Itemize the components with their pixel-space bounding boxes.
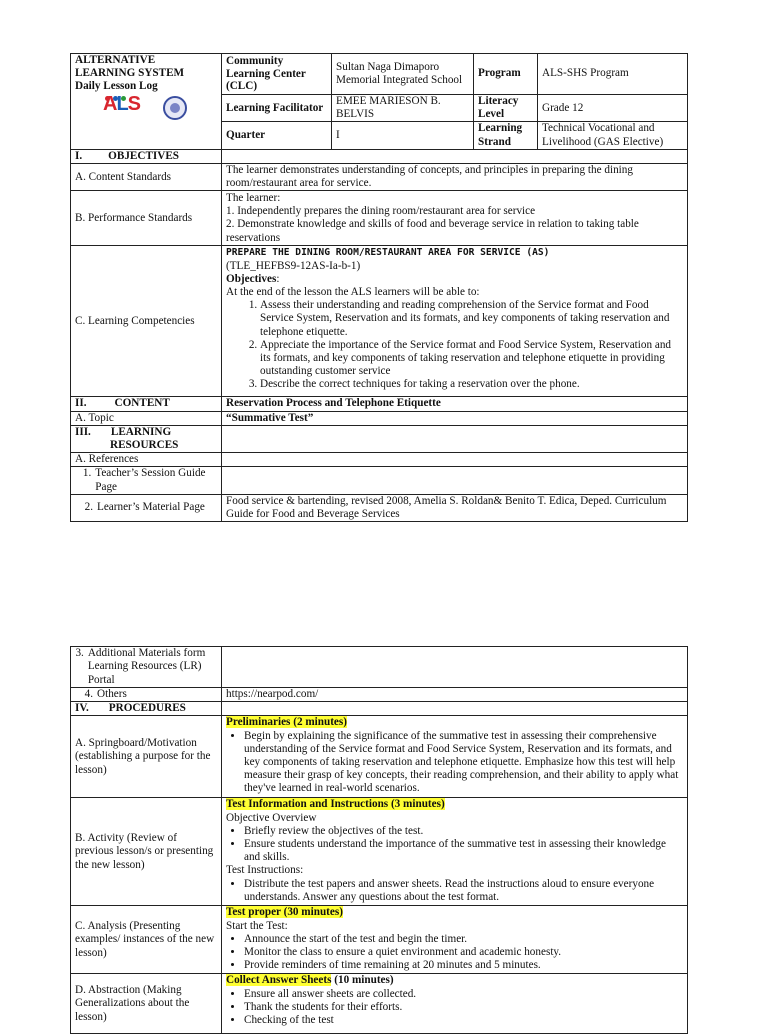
performance-standards-cell xyxy=(222,191,688,246)
topic-value: “Summative Test” xyxy=(222,411,688,425)
program-label: Program xyxy=(474,54,538,95)
resources-heading-blank xyxy=(222,425,688,452)
content-standards-text: The learner demonstrates understanding of concepts, and principles in preparing the dining room/restaurant area for service. xyxy=(222,164,688,191)
strand-label: Learning Strand xyxy=(474,122,538,149)
references-blank xyxy=(222,453,688,467)
analysis-item-1: • Announce the start of the test and begin the timer. xyxy=(244,933,683,946)
topic-label: A. Topic xyxy=(71,411,222,425)
references-label: A. References xyxy=(71,453,222,467)
activity-title: Test Information and Instructions (3 minutes) xyxy=(226,798,445,811)
resources-title-2: RESOURCES xyxy=(110,439,179,452)
springboard-label: A. Springboard/Motivation (establishing a purpose for the lesson) xyxy=(71,716,222,798)
springboard-item-1: • Begin by explaining the significance of the summative test in assessing their comprehensive understanding of the Service format and Food Service System, Reservation and its formats, and key components of taking reservation and telephone etiquette. Emphasize how this test will help measure their grasp of key concepts, their reading comprehension, and their ability to apply what they've learned in real-world scenarios. xyxy=(244,730,683,796)
tg-num: 1. xyxy=(82,467,92,480)
performance-item-1: 1. Independently prepares the dining room/restaurant area for service xyxy=(226,205,536,218)
lm-num: 2. xyxy=(84,501,93,514)
resources-num: III. xyxy=(75,425,91,438)
objectives-num: I. xyxy=(75,149,83,162)
lesson-log-table-top xyxy=(70,53,688,522)
facilitator-value: EMEE MARIESON B. BELVIS xyxy=(332,95,474,122)
tg-label: Teacher’s Session Guide Page xyxy=(95,467,206,493)
procedures-title: PROCEDURES xyxy=(108,702,186,715)
add-label: Additional Materials form Learning Resources (LR) Portal xyxy=(87,647,206,686)
others-num: 4. xyxy=(84,688,93,700)
title-line-3: Daily Lesson Log xyxy=(75,80,158,93)
activity-item-2: • Ensure students understand the importance of the summative test in assessing their knowledge and skills. xyxy=(244,838,683,864)
competency-objectives-label: Objectives xyxy=(226,272,277,285)
competency-objectives-intro: At the end of the lesson the ALS learners will be able to: xyxy=(226,286,480,299)
teacher-guide-label-cell xyxy=(71,467,222,494)
lesson-log-table-bottom xyxy=(70,646,688,1034)
abstraction-item-3: • Checking of the test xyxy=(244,1014,683,1027)
analysis-title: Test proper (30 minutes) xyxy=(226,906,343,919)
learner-material-label-cell xyxy=(71,494,222,521)
additional-materials-label-cell xyxy=(71,647,222,688)
als-logo: ALS xyxy=(103,92,141,115)
competency-item-3: 3. Describe the correct techniques for taking a reservation over the phone. xyxy=(260,378,683,391)
program-value: ALS-SHS Program xyxy=(538,54,688,95)
abstraction-title-suffix: (10 minutes) xyxy=(331,974,394,987)
title-line-1: ALTERNATIVE xyxy=(75,54,156,66)
strand-value: Technical Vocational and Livelihood (GAS Elective) xyxy=(538,122,688,149)
activity-sub-2: Test Instructions: xyxy=(226,864,304,877)
procedures-num: IV. xyxy=(75,702,89,715)
competency-title: PREPARE THE DINING ROOM/RESTAURANT AREA FOR SERVICE (AS) xyxy=(226,247,550,259)
logos xyxy=(75,94,217,124)
additional-materials-blank xyxy=(222,647,688,688)
springboard-cell xyxy=(222,716,688,798)
analysis-item-3: • Provide reminders of time remaining at 20 minutes and 5 minutes. xyxy=(244,959,683,972)
learning-competencies-label: C. Learning Competencies xyxy=(71,246,222,397)
performance-intro: The learner: xyxy=(226,192,281,205)
abstraction-title: Collect Answer Sheets xyxy=(226,974,332,987)
springboard-title: Preliminaries (2 minutes) xyxy=(226,716,347,729)
deped-seal-icon xyxy=(163,96,187,120)
objectives-title: OBJECTIVES xyxy=(108,149,180,162)
analysis-sub: Start the Test: xyxy=(226,919,288,932)
learner-material-value: Food service & bartending, revised 2008, Amelia S. Roldan& Benito T. Edica, Deped. Curriculum Guide for Food and Beverage Services xyxy=(222,494,688,521)
activity-item-1: • Briefly review the objectives of the test. xyxy=(244,825,683,838)
content-num: II. xyxy=(75,397,87,410)
others-label-cell xyxy=(71,688,222,702)
others-value[interactable]: https://nearpod.com/ xyxy=(222,688,688,702)
lm-label: Learner’s Material Page xyxy=(97,501,205,514)
procedures-heading xyxy=(71,702,222,716)
objectives-heading xyxy=(71,149,222,163)
facilitator-label: Learning Facilitator xyxy=(222,95,332,122)
clc-value: Sultan Naga Dimaporo Memorial Integrated School xyxy=(332,54,474,95)
analysis-label: C. Analysis (Presenting examples/ instances of the new lesson) xyxy=(71,906,222,974)
resources-title-1: LEARNING xyxy=(110,425,172,438)
objectives-heading-blank xyxy=(222,149,688,163)
others-label: Others xyxy=(97,688,127,700)
competency-item-1: 1. Assess their understanding and reading comprehension of the Service format and Food Service System, Reservation and its formats, and key components of taking reservation and telephone etiquette. xyxy=(260,299,683,339)
abstraction-item-2: • Thank the students for their efforts. xyxy=(244,1001,683,1014)
abstraction-cell xyxy=(222,974,688,1034)
add-num: 3. xyxy=(75,647,84,660)
quarter-label: Quarter xyxy=(222,122,332,149)
competency-item-2: 2. Appreciate the importance of the Service format and Food Service System, Reservation and its formats, and key components of taking reservation and telephone etiquette in providing outstanding customer service xyxy=(260,339,683,379)
procedures-heading-blank xyxy=(222,702,688,716)
content-value: Reservation Process and Telephone Etiquette xyxy=(222,397,688,411)
performance-item-2: 2. Demonstrate knowledge and skills of food and beverage service in relation to taking table reservations xyxy=(226,218,639,244)
analysis-item-2: • Monitor the class to ensure a quiet environment and academic honesty. xyxy=(244,946,683,959)
teacher-guide-blank xyxy=(222,467,688,494)
activity-item-3: • Distribute the test papers and answer sheets. Read the instructions aloud to ensure everyone understands. Answer any questions about the test format. xyxy=(244,878,683,904)
content-title: CONTENT xyxy=(114,397,170,410)
activity-cell xyxy=(222,798,688,906)
literacy-label: Literacy Level xyxy=(474,95,538,122)
abstraction-label: D. Abstraction (Making Generalizations about the lesson) xyxy=(71,974,222,1034)
learning-competencies-cell: PREPARE THE DINING ROOM/RESTAURANT AREA FOR SERVICE (AS) (TLE_HEFBS9-12AS-Ia-b-1) Objectives: At the end of the lesson the ALS learners will be able to: 1. Assess their understanding and reading comprehension of the Service format and Food Service System, Reservation and its formats, and key components of taking reservation and telephone etiquette. 2. Appreciate the importance of the Service format and Food Service System, Reservation and its formats, and key components of taking reservation and telephone etiquette in providing outstanding customer service 3. Describe the correct techniques for taking a reservation over the phone. xyxy=(222,246,688,397)
content-heading xyxy=(71,397,222,411)
als-title-cell xyxy=(71,54,222,150)
analysis-cell xyxy=(222,906,688,974)
activity-sub-1: Objective Overview xyxy=(226,811,317,824)
performance-standards-label: B. Performance Standards xyxy=(71,191,222,246)
competency-code: (TLE_HEFBS9-12AS-Ia-b-1) xyxy=(226,259,361,272)
abstraction-item-1: • Ensure all answer sheets are collected. xyxy=(244,988,683,1001)
clc-label: Community Learning Center (CLC) xyxy=(222,54,332,95)
quarter-value: I xyxy=(332,122,474,149)
title-line-2: LEARNING SYSTEM xyxy=(75,67,185,80)
resources-heading xyxy=(71,425,222,452)
activity-label: B. Activity (Review of previous lesson/s or presenting the new lesson) xyxy=(71,798,222,906)
content-standards-label: A. Content Standards xyxy=(71,164,222,191)
literacy-value: Grade 12 xyxy=(538,95,688,122)
